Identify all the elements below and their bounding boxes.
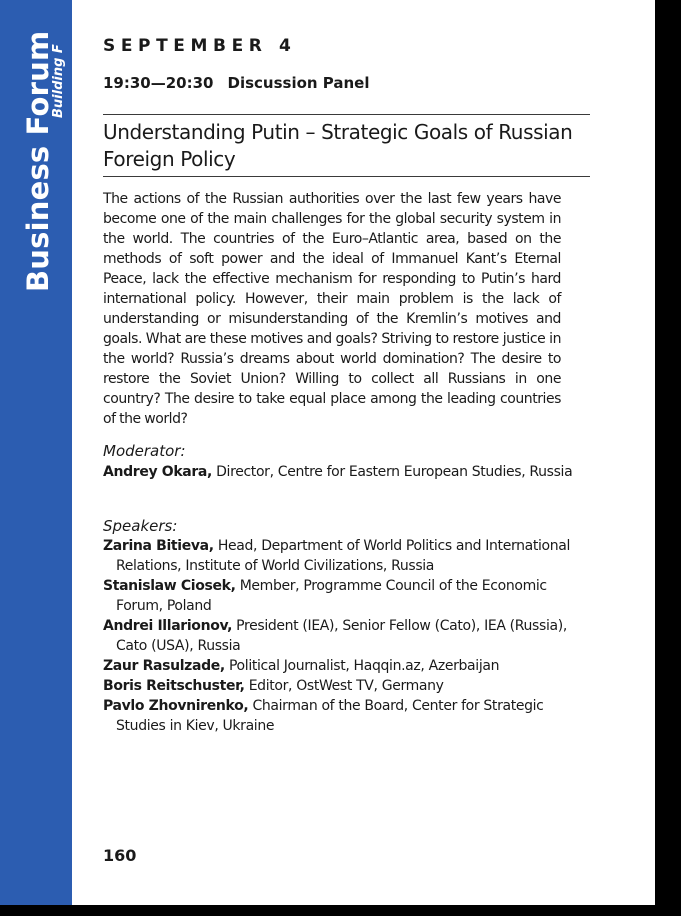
session-date: SEPTEMBER 4 (103, 36, 297, 56)
person-affiliation: Director, Centre for Eastern European Studies, Russia (216, 464, 573, 480)
person-affiliation: Chairman of the Board, Center for Strategic Studies in Kiev, Ukraine (116, 698, 544, 734)
moderator-label: Moderator: (103, 442, 186, 460)
page-number: 160 (103, 846, 137, 865)
session-abstract: The actions of the Russian authorities over the last few years have become one of the main challenges for the global security system in the world. The countries of the Euro–Atlantic area, based on the methods of soft power and the ideal of Immanuel Kant’s Eternal Peace, lack the effective mechanism for responding to Putin’s hard international policy. However, their main problem is the lack of understanding or misunderstanding of the Kremlin’s motives and goals. What are these motives and goals? Striving to restore justice in the world? Russia’s dreams about world domination? The desire to restore the Soviet Union? Willing to collect all Russians in one country? The desire to take equal place among the leading countries of the world? (103, 191, 561, 427)
person-name: Boris Reitschuster, (103, 678, 245, 694)
moderator-list (103, 462, 576, 482)
sidebar-band (0, 0, 72, 905)
speaker-entry (103, 536, 576, 576)
speaker-entry (103, 656, 576, 676)
session-time: 19:30—20:30 (103, 74, 214, 92)
person-affiliation: President (IEA), Senior Fellow (Cato), IEA (Russia), Cato (USA), Russia (116, 618, 567, 654)
person-affiliation: Editor, OstWest TV, Germany (248, 678, 444, 694)
person-name: Zarina Bitieva, (103, 538, 214, 554)
title-rule-top (103, 114, 590, 115)
person-name: Andrei Illarionov, (103, 618, 233, 634)
speaker-entry (103, 696, 576, 736)
person-name: Andrey Okara, (103, 464, 213, 480)
sidebar-label (21, 30, 66, 292)
session-meta (103, 74, 370, 92)
person-affiliation: Political Journalist, Haqqin.az, Azerbaijan (228, 658, 500, 674)
speaker-entry (103, 616, 576, 656)
speaker-list (103, 536, 576, 736)
session-title: Understanding Putin – Strategic Goals of Russian Foreign Policy (103, 120, 573, 171)
title-rule-bottom (103, 176, 590, 177)
speaker-entry (103, 576, 576, 616)
person-name: Pavlo Zhovnirenko, (103, 698, 249, 714)
person-affiliation: Member, Programme Council of the Economic Forum, Poland (116, 578, 547, 614)
sidebar-title: Business Forum (21, 30, 55, 292)
moderator-entry (103, 462, 576, 482)
session-type: Discussion Panel (227, 74, 370, 92)
person-name: Stanislaw Ciosek, (103, 578, 236, 594)
speakers-label: Speakers: (103, 517, 178, 535)
person-affiliation: Head, Department of World Politics and International Relations, Institute of World Civilizations, Russia (116, 538, 571, 574)
person-name: Zaur Rasulzade, (103, 658, 225, 674)
speaker-entry (103, 676, 576, 696)
sidebar-subtitle: Building F (51, 44, 66, 118)
